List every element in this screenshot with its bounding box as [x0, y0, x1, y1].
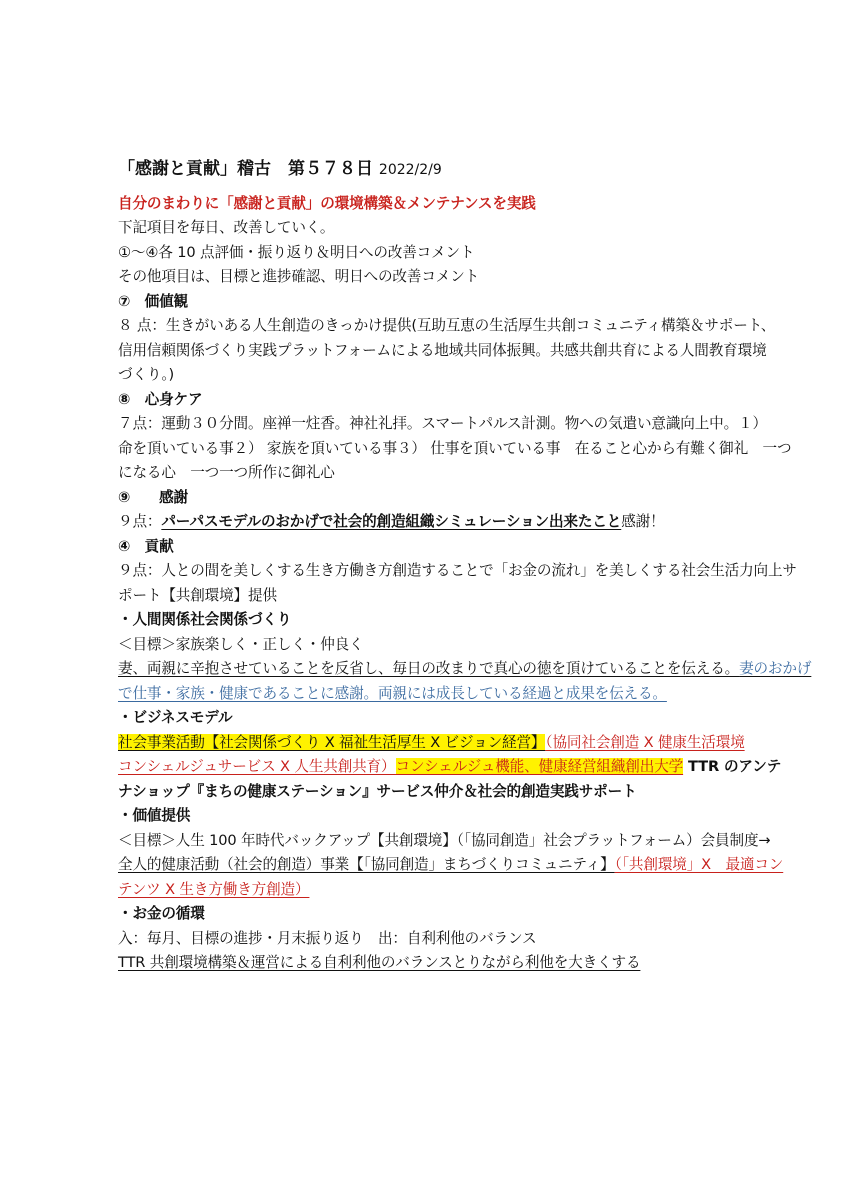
- money-line-1: 入：毎月、目標の進捗・月末振り返り 出：自利利他のバランス: [118, 929, 537, 947]
- offer-line-2b: （「共創環境」X 最適コン: [614, 856, 784, 873]
- page-title: [118, 157, 758, 183]
- title-main: 「感謝と貢献」稽古 第５７８日: [118, 159, 373, 179]
- contrib-line-2: ポート【共創環境】提供: [118, 586, 277, 604]
- offer-line-3: テンツ X 生き方働き方創造）: [118, 880, 310, 898]
- relations-line-2: で仕事・家族・健康であることに感謝。両親には成長している経過と成果を伝える。: [118, 684, 667, 702]
- document-body: [118, 157, 812, 976]
- business-line-2b: コンシェルジュ機能、健康経営組織創出大学: [395, 758, 684, 775]
- relations-line-1a: 妻、両親に辛抱させていることを反省し、毎日の改まりで真心の徳を頂けていることを伝える。: [118, 660, 740, 677]
- offer-line-2a: 全人的健康活動（社会的創造）事業【「協同創造」まちづくりコミュニティ】: [118, 856, 615, 873]
- care-line-2: 命を頂いている事２） 家族を頂いている事３） 仕事を頂いている事 在ること心から有難く御礼 一つ: [118, 439, 792, 457]
- money-heading: ・お金の循環: [118, 905, 205, 922]
- thanks-suffix: 感謝！: [621, 513, 665, 530]
- value-line-1: ８ 点：生きがいある人生創造のきっかけ提供(互助互恵の生活厚生共創コミュニティ構築＆サポート、: [118, 317, 776, 334]
- offer-line-2: [118, 853, 784, 878]
- business-line-2: [118, 755, 782, 780]
- relations-heading: ・人間関係社会関係づくり: [118, 611, 292, 628]
- business-line-2c: TTR のアンテ: [683, 758, 782, 775]
- thanks-prefix: ９点：: [118, 513, 162, 530]
- thanks-line: [118, 510, 758, 535]
- business-line-3: ナショップ『まちの健康ステーション』サービス仲介＆社会的創造実践サポート: [118, 782, 637, 800]
- thanks-bold: パーパスモデルのおかげで社会的創造組織シミュレーション出来たこと: [161, 513, 622, 530]
- relations-line-1b: 妻のおかげ: [739, 660, 812, 677]
- relations-goal: ＜目標＞家族楽しく・正しく・仲良く: [118, 635, 364, 653]
- intro-line-3: その他項目は、目標と進捗確認、明日への改善コメント: [118, 268, 480, 285]
- business-line-1b: （協同社会創造 X 健康生活環境: [545, 733, 745, 751]
- care-line-3: になる心 一つ一つ所作に御礼心: [118, 464, 335, 481]
- money-line-2: TTR 共創環境構築＆運営による自利利他のバランスとりながら利他を大きくする: [118, 954, 641, 971]
- contrib-line-1: ９点：人との間を美しくする生き方働き方創造することで「お金の流れ」を美しくする社会生活力向上サ: [118, 562, 797, 579]
- title-date: 2022/2/9: [378, 162, 442, 178]
- offer-line-1: ＜目標＞人生 100 年時代バックアップ【共創環境】（「協同創造」社会プラットフォーム）会員制度→: [118, 831, 771, 849]
- value-heading: ⑦ 価値観: [118, 292, 188, 310]
- thanks-heading: ⑨ 感謝: [118, 488, 188, 506]
- value-line-2: 信用信頼関係づくり実践プラットフォームによる地域共同体振興。共感共創共育による人間教育環境: [118, 341, 767, 359]
- care-line-1: ７点：運動３０分間。座禅一炷香。神社礼拝。スマートパルス計測。物への気遣い意識向上中。１）: [118, 415, 767, 432]
- business-line-1a: 社会事業活動【社会関係づくり X 福祉生活厚生 X ビジョン経営】: [118, 733, 546, 751]
- value-line-3: づくり。): [118, 366, 175, 383]
- relations-line-1: [118, 657, 812, 682]
- intro-line-2: ①～④各 10 点評価・振り返り＆明日への改善コメント: [118, 243, 475, 261]
- intro-line-1: 下記項目を毎日、改善していく。: [118, 219, 335, 236]
- business-line-1: [118, 731, 758, 756]
- business-heading: ・ビジネスモデル: [118, 709, 233, 726]
- contrib-heading: ④ 貢献: [118, 537, 174, 555]
- offer-heading: ・価値提供: [118, 807, 191, 824]
- business-line-2a: コンシェルジュサービス X 人生共創共育）: [118, 758, 396, 775]
- care-heading: ⑧ 心身ケア: [118, 390, 203, 408]
- intro-headline: 自分のまわりに「感謝と貢献」の環境構築＆メンテナンスを実践: [118, 194, 536, 212]
